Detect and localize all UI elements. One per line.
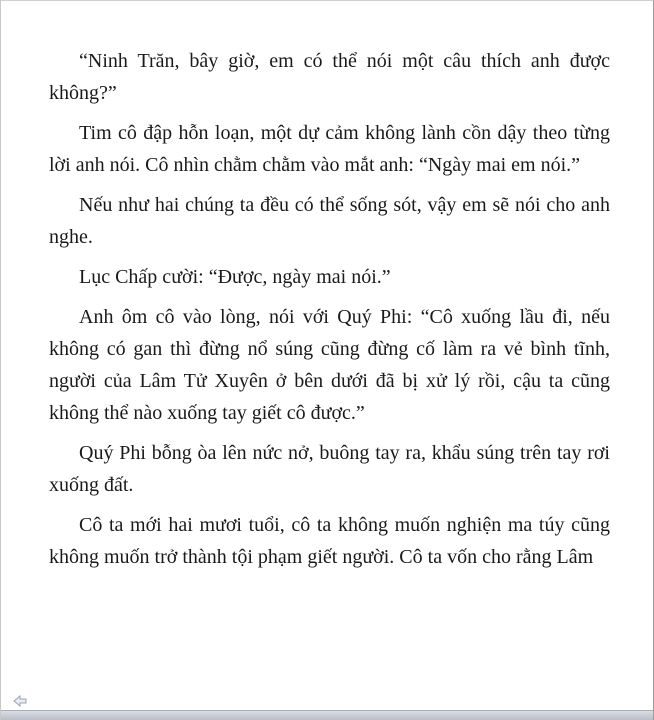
back-arrow-icon[interactable] bbox=[13, 694, 27, 706]
paragraph: Cô ta mới hai mươi tuổi, cô ta không muốn nghiện ma túy cũng không muốn trở thành tội phạm giết người. Cô ta vốn cho rằng Lâm bbox=[49, 514, 615, 568]
paragraph: Lục Chấp cười: “Được, ngày mai nói.” bbox=[79, 266, 391, 288]
paragraph: Tim cô đập hỗn loạn, một dự cảm không lành cồn dậy theo từng lời anh nói. Cô nhìn chằm chằm vào mắt anh: “Ngày mai em nói.” bbox=[49, 122, 615, 176]
paragraph: Quý Phi bỗng òa lên nức nở, buông tay ra, khẩu súng trên tay rơi xuống đất. bbox=[49, 442, 615, 496]
paragraph: “Ninh Trăn, bây giờ, em có thể nói một câu thích anh được không?” bbox=[49, 50, 615, 104]
paragraph: Anh ôm cô vào lòng, nói với Quý Phi: “Cô xuống lầu đi, nếu không có gan thì đừng nổ súng cũng đừng cố làm ra vẻ bình tĩnh, người của Lâm Tử Xuyên ở bên dưới đã bị xử lý rồi, cậu ta cũng không thể nào xuống tay giết cô được.” bbox=[49, 306, 615, 424]
document-page bbox=[1, 1, 653, 712]
paragraph: Nếu như hai chúng ta đều có thể sống sót, vậy em sẽ nói cho anh nghe. bbox=[49, 194, 615, 248]
viewer-bottom-bar bbox=[1, 710, 653, 720]
page-text bbox=[49, 45, 615, 581]
